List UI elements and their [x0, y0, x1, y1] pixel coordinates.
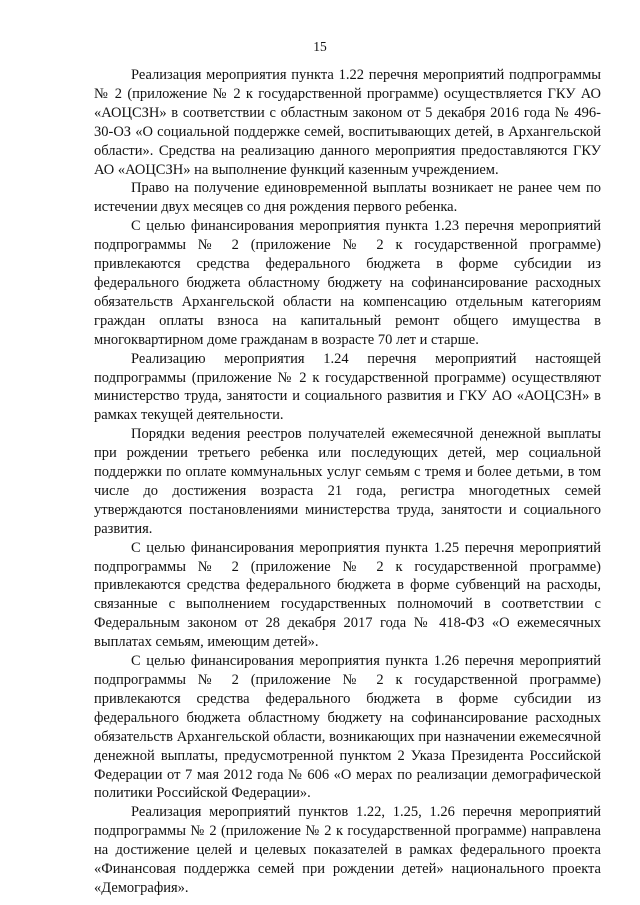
paragraph-measure-1-26: С целью финансирования мероприятия пункта 1.26 перечня мероприятий подпрограммы № 2 (приложение № 2 к государственной программе) привлекаются средства федерального бюджета в форме субсидии из федерального бюджета областному бюджету на софинансирование расходных обязательств Архангельской области, возникающих при назначении ежемесячной денежной выплаты, предусмотренной пунктом 2 Указа Президента Российской Федерации от 7 мая 2012 года № 606 «О мерах по реализации демографической политики Российской Федерации». — [94, 653, 601, 802]
paragraph-measure-1-24: Реализацию мероприятия 1.24 перечня мероприятий настоящей подпрограммы (приложение № 2 к государственной программе) осуществляют министерство труда, занятости и социального развития и ГКУ АО «АОЦСЗН» в рамках текущей деятельности. — [94, 350, 601, 424]
paragraph-federal-project: Реализация мероприятий пунктов 1.22, 1.25, 1.26 перечня мероприятий подпрограммы № 2 (приложение № 2 к государственной программе) направлена на достижение целей и целевых показателей в рамках федерального проекта «Финансовая поддержка семей при рождении детей» национального проекта «Демография». — [94, 804, 601, 896]
paragraph-measure-1-22: Реализация мероприятия пункта 1.22 перечня мероприятий подпрограммы № 2 (приложение № 2 к государственной программе) осуществляется ГКУ АО «АОЦСЗН» в соответствии с областным законом от 5 декабря 2016 года № 496-30-ОЗ «О социальной поддержке семей, воспитывающих детей, в Архангельской области». Средства на реализацию данного мероприятия предоставляются ГКУ АО «АОЦСЗН» на выполнение функций казенным учреждением. — [94, 67, 601, 178]
paragraph-registry-procedures: Порядки ведения реестров получателей ежемесячной денежной выплаты при рождении третьего ребенка или последующих детей, мер социальной поддержки по оплате коммунальных услуг семьям с тремя и более детьми, в том числе до достижения возраста 21 года, регистра многодетных семей утверждаются постановлениями министерства труда, занятости и социального развития. — [94, 426, 601, 537]
paragraph-measure-1-25: С целью финансирования мероприятия пункта 1.25 перечня мероприятий подпрограммы № 2 (приложение № 2 к государственной программе) привлекаются средства федерального бюджета в форме субвенций на расходы, связанные с выполнением государственных полномочий в соответствии с Федеральным законом от 28 декабря 2017 года № 418-ФЗ «О ежемесячных выплатах семьям, имеющим детей». — [94, 539, 601, 651]
body-text — [94, 66, 601, 898]
page-number: 15 — [313, 39, 327, 54]
paragraph-measure-1-23: С целью финансирования мероприятия пункта 1.23 перечня мероприятий подпрограммы № 2 (приложение № 2 к государственной программе) привлекаются средства федерального бюджета в форме субсидии из федерального бюджета областному бюджету на софинансирование расходных обязательств Архангельской области на компенсацию отдельным категориям граждан оплаты взноса на капитальный ремонт общего имущества в многоквартирном доме гражданам в возрасте 70 лет и старше. — [94, 218, 601, 348]
paragraph-lump-sum-right: Право на получение единовременной выплаты возникает не ранее чем по истечении двух месяцев со дня рождения первого ребенка. — [94, 180, 601, 216]
